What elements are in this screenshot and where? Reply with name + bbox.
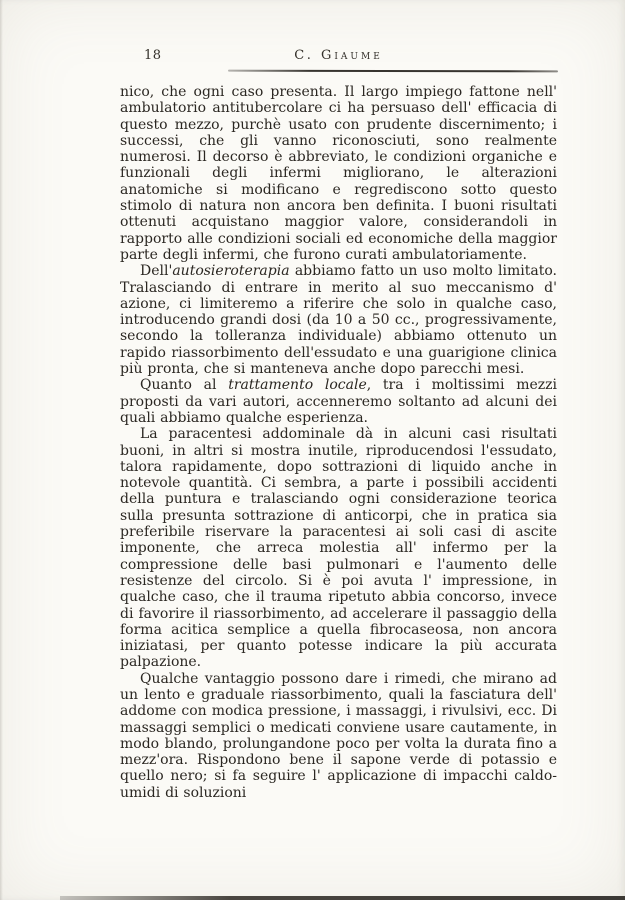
paragraph	[120, 84, 557, 263]
paragraph	[120, 426, 557, 670]
page-number: 18	[144, 48, 162, 63]
text-run: , tra i moltissimi mezzi proposti da vari autori, accenneremo soltanto ad alcuni dei quali abbiamo qualche esperienza.	[120, 377, 557, 426]
text-run: La paracentesi addominale dà in alcuni casi risultati buoni, in altri si mostra inutile, riproducendosi l'essudato, talora rapidamente, dopo sottrazioni di liquido anche in notevole quantità. Ci sembra, a parte i possibili accidenti della puntura e tralasciando ogni considerazione teorica sulla presunta sottrazione di anticorpi, che in pratica sia preferibile riservare la paracentesi ai soli casi di ascite imponente, che arreca molestia all' infermo per la compressione delle basi pulmonari e l'aumento delle resistenze del circolo. Si è poi avuta l' impressione, in qualche caso, che il trauma ripetuto abbia concorso, invece di favorire il riassorbimento, ad accelerare il passaggio della forma acitica semplice a quella fibrocaseosa, non ancora iniziatasi, per quanto potesse indicare la più accurata palpazione.	[120, 426, 557, 671]
italic-term: trattamento locale	[228, 377, 367, 394]
paragraph	[120, 377, 557, 426]
text-run: Dell'	[140, 263, 173, 280]
text-run: Qualche vantaggio possono dare i rimedi, che mirano ad un lento e graduale riassorbimento, quali la fasciatura dell' addome con modica pressione, i massaggi, i rivulsivi, ecc. Di massaggi semplici o medicati conviene usare cautamente, in modo blando, prolungandone poco per volta la durata fino a mezz'ora. Rispondono bene il sapone verde di potassio e quello nero; si fa seguire l' applicazione di impacchi caldo-umidi di soluzioni	[120, 670, 557, 801]
paragraph	[120, 671, 557, 801]
running-title: C. Giaume	[294, 48, 383, 63]
body-text	[120, 84, 557, 801]
text-run: nico, che ogni caso presenta. Il largo impiego fattone nell' ambulatorio antitubercolare ci ha persuaso dell' efficacia di questo mezzo, purchè usato con prudente discernimento; i successi, che gli vanno riconosciuti, sono realmente numerosi. Il decorso è abbreviato, le condizioni organiche e funzionali degli infermi migliorano, le alterazioni anatomiche si modificano e regrediscono sotto questo stimolo di natura non ancora ben definita. I buoni risultati ottenuti acquistano maggior valore, considerandoli in rapporto alle condizioni sociali ed economiche della maggior parte degli infermi, che furono curati ambulatoriamente.	[120, 84, 557, 263]
paragraph	[120, 263, 557, 377]
text-run: abbiamo fatto un uso molto limitato. Tralasciando di entrare in merito al suo meccanismo d' azione, ci limiteremo a riferire che solo in qualche caso, introducendo grandi dosi (da 10 a 50 cc., progressivamente, secondo la tolleranza individuale) abbiamo ottenuto un rapido riassorbimento dell'essudato e una guarigione clinica più pronta, che si manteneva anche dopo parecchi mesi.	[120, 263, 557, 378]
header-rule	[228, 70, 558, 73]
page-header	[120, 48, 557, 68]
italic-term: autosieroterapia	[172, 263, 290, 280]
text-run: Quanto al	[140, 377, 229, 394]
